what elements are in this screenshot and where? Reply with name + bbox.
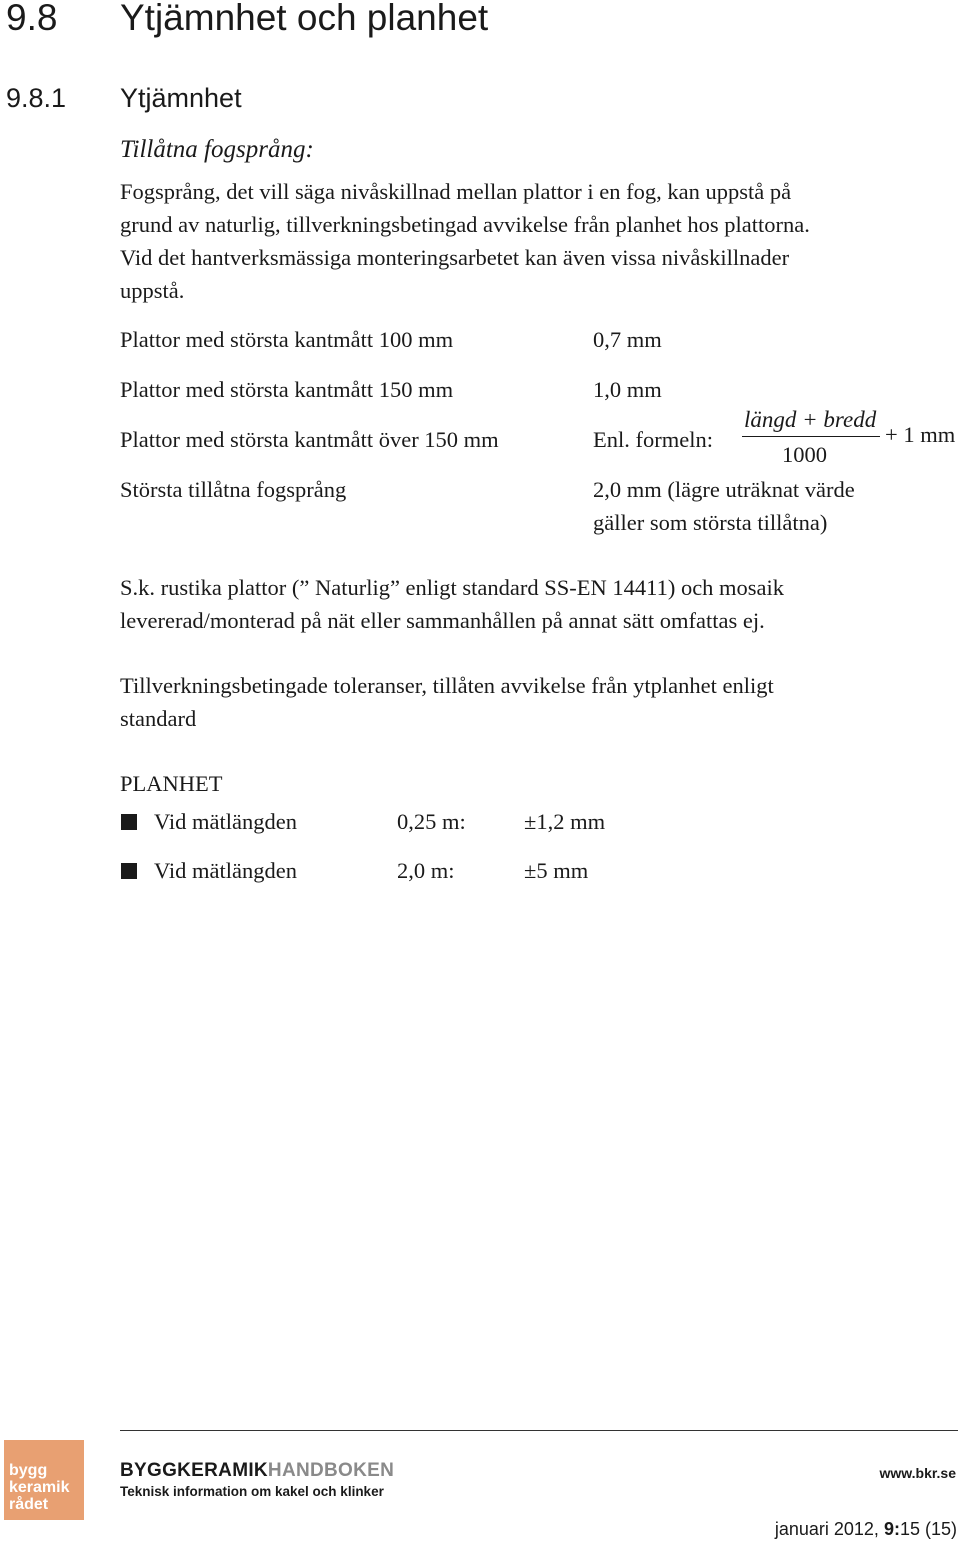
intro-line: grund av naturlig, tillverkningsbetingad avvikelse från planhet hos plattorna. [120,212,810,237]
tolerance-value: 0,7 mm [593,327,662,352]
subsection-number: 9.8.1 [6,83,67,113]
website-link[interactable]: www.bkr.se [879,1465,956,1481]
section-title: Ytjämnhet och planhet [120,0,489,38]
subheading: Tillåtna fogsprång: [120,136,314,163]
fraction-bar [742,436,880,437]
byggkeramikradet-logo [4,1440,84,1520]
formula-numerator: längd + bredd [744,407,877,432]
footer-page: 15 (15) [899,1519,957,1539]
planhet-item-length: 2,0 m: [397,858,455,883]
subsection-heading [6,80,242,116]
planhet-item-tolerance: ±1,2 mm [524,809,606,834]
tolerance-value-line: 2,0 mm (lägre uträknat värde [593,477,855,502]
tolerance-label: Plattor med största kantmått över 150 mm [120,427,499,452]
manufacturing-paragraph [120,669,920,735]
formula-denominator: 1000 [782,442,827,467]
planhet-item-length: 0,25 m: [397,809,466,834]
tolerance-label: Plattor med största kantmått 100 mm [120,327,454,352]
subsection-title: Ytjämnhet [120,83,242,113]
brand-name [120,1459,394,1483]
planhet-item-label: Vid mätlängden [154,809,297,834]
footer-date: januari 2012, [774,1519,879,1539]
intro-paragraph [120,175,920,307]
manufacturing-line: Tillverkningsbetingade toleranser, tillåten avvikelse från ytplanhet enligt [120,673,774,698]
square-bullet-icon [121,814,137,830]
intro-line: Vid det hantverksmässiga monteringsarbetet kan även vissa nivåskillnader [120,245,790,270]
note-paragraph [120,571,920,637]
tolerance-value: Enl. formeln: [593,427,713,452]
page-info [775,1517,957,1541]
tolerance-value [593,473,855,539]
brand-light: HANDBOKEN [267,1460,395,1481]
footer-divider [120,1430,958,1431]
tolerance-label: Största tillåtna fogsprång [120,477,347,502]
section-number: 9.8 [6,0,58,38]
formula-suffix: + 1 mm [885,422,956,447]
planhet-item-label: Vid mätlängden [154,858,297,883]
intro-line: uppstå. [120,278,185,303]
note-line: S.k. rustika plattor (” Naturlig” enligt standard SS-EN 14411) och mosaik [120,575,785,600]
brand-tagline: Teknisk information om kakel och klinker [120,1484,384,1499]
section-heading [6,0,488,40]
brand-bold: BYGGKERAMIK [120,1460,268,1481]
note-line: levererad/monterad på nät eller sammanhållen på annat sätt omfattas ej. [120,608,765,633]
logo-line: rådet [9,1496,49,1513]
manufacturing-line: standard [120,706,197,731]
tolerance-value: 1,0 mm [593,377,662,402]
intro-line: Fogsprång, det vill säga nivåskillnad mellan plattor i en fog, kan uppstå på [120,179,792,204]
footer-chapter: 9: [883,1519,900,1539]
square-bullet-icon [121,863,137,879]
logo-line: bygg [9,1462,48,1479]
planhet-item-tolerance: ±5 mm [524,858,589,883]
planhet-heading: PLANHET [120,771,223,796]
tolerance-value-line: gäller som största tillåtna) [593,510,828,535]
logo-line: keramik [9,1479,70,1496]
tolerance-label: Plattor med största kantmått 150 mm [120,377,454,402]
